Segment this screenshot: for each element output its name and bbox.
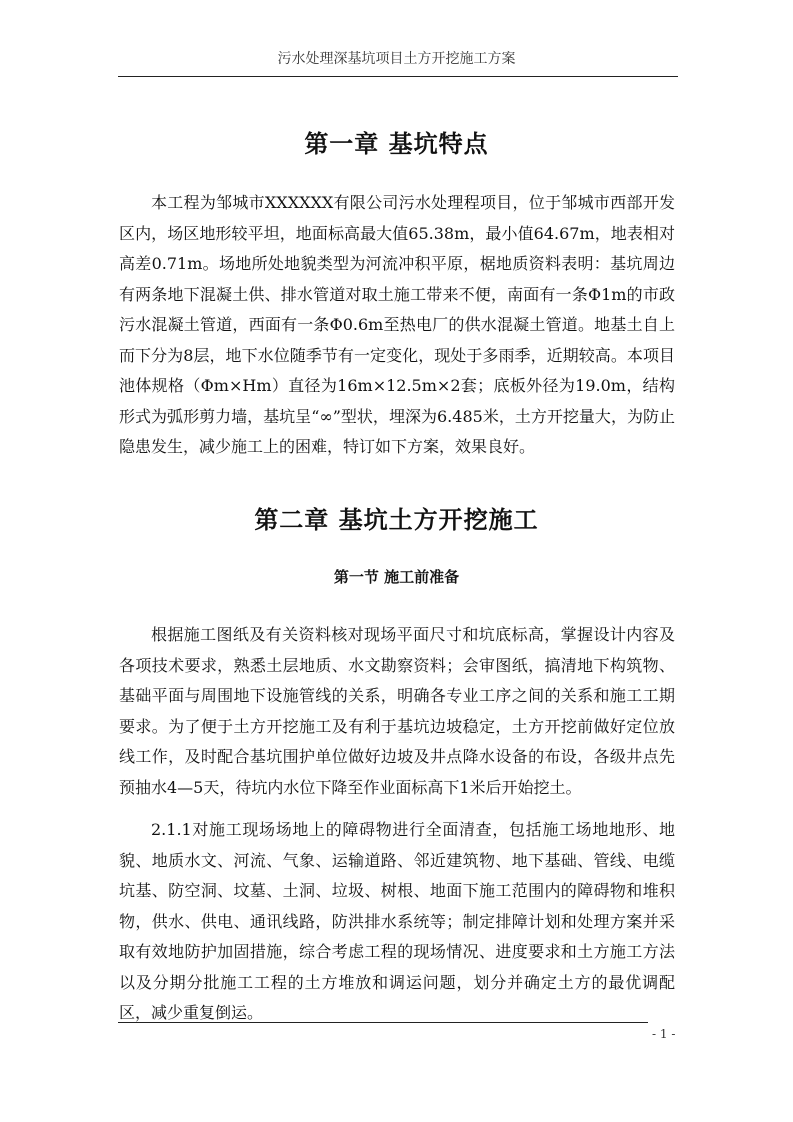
section-1-paragraph-2: 2.1.1对施工现场场地上的障碍物进行全面清查，包括施工场地地形、地貌、地质水文、河流、气象、运输道路、邻近建筑物、地下基础、管线、电缆坑基、防空洞、坟墓、土洞、垃圾、树根、地面下施工范围内的障碍物和堆积物，供水、供电、通讯线路，防洪排水系统等；制定排障计划和处理方案并采取有效地防护加固措施，综合考虑工程的现场情况、进度要求和土方施工方法以及分期分批施工工程的土方堆放和调运问题，划分并确定土方的最优调配区，减少重复倒运。 (119, 820, 675, 1022)
chapter-2-title: 第二章 基坑土方开挖施工 (254, 505, 539, 534)
section-1-title: 第一节 施工前准备 (333, 568, 460, 586)
chapter-1-title: 第一章 基坑特点 (304, 129, 489, 158)
header-divider (118, 76, 678, 77)
chapter-1-paragraph: 本工程为邹城市XXXXXX有限公司污水处理程项目，位于邹城市西部开发区内，场区地形较平坦，地面标高最大值65.38m，最小值64.67m，地表相对高差0.71m。场地所处地貌类型为河流冲积平原，椐地质资料表明：基坑周边有两条地下混凝土供、排水管道对取土施工带来不便，南面有一条Φ1m的市政污水混凝土管道，西面有一条Φ0.6m至热电厂的供水混凝土管道。地基土自上而下分为8层，地下水位随季节有一定变化，现处于多雨季，近期较高。本项目池体规格（Φm×Hm）直径为16m×12.5m×2套；底板外径为19.0m，结构形式为弧形剪力墙，基坑呈“∞”型状，埋深为6.485米，土方开挖量大，为防止隐患发生，减少施工上的困难，特订如下方案，效果良好。 (119, 193, 675, 456)
footer-divider (118, 1022, 648, 1023)
page-number: - 1 - (652, 1027, 676, 1041)
running-header: 污水处理深基坑项目土方开挖施工方案 (277, 51, 516, 67)
section-1-paragraph-1: 根据施工图纸及有关资料核对现场平面尺寸和坑底标高，掌握设计内容及各项技术要求，熟悉土层地质、水文勘察资料；会审图纸，搞清地下构筑物、基础平面与周围地下设施管线的关系，明确各专业工序之间的关系和施工工期要求。为了便于土方开挖施工及有利于基坑边坡稳定，土方开挖前做好定位放线工作，及时配合基坑围护单位做好边坡及井点降水设备的布设，各级井点先预抽水4—5天，待坑内水位下降至作业面标高下1米后开始挖土。 (119, 625, 675, 797)
